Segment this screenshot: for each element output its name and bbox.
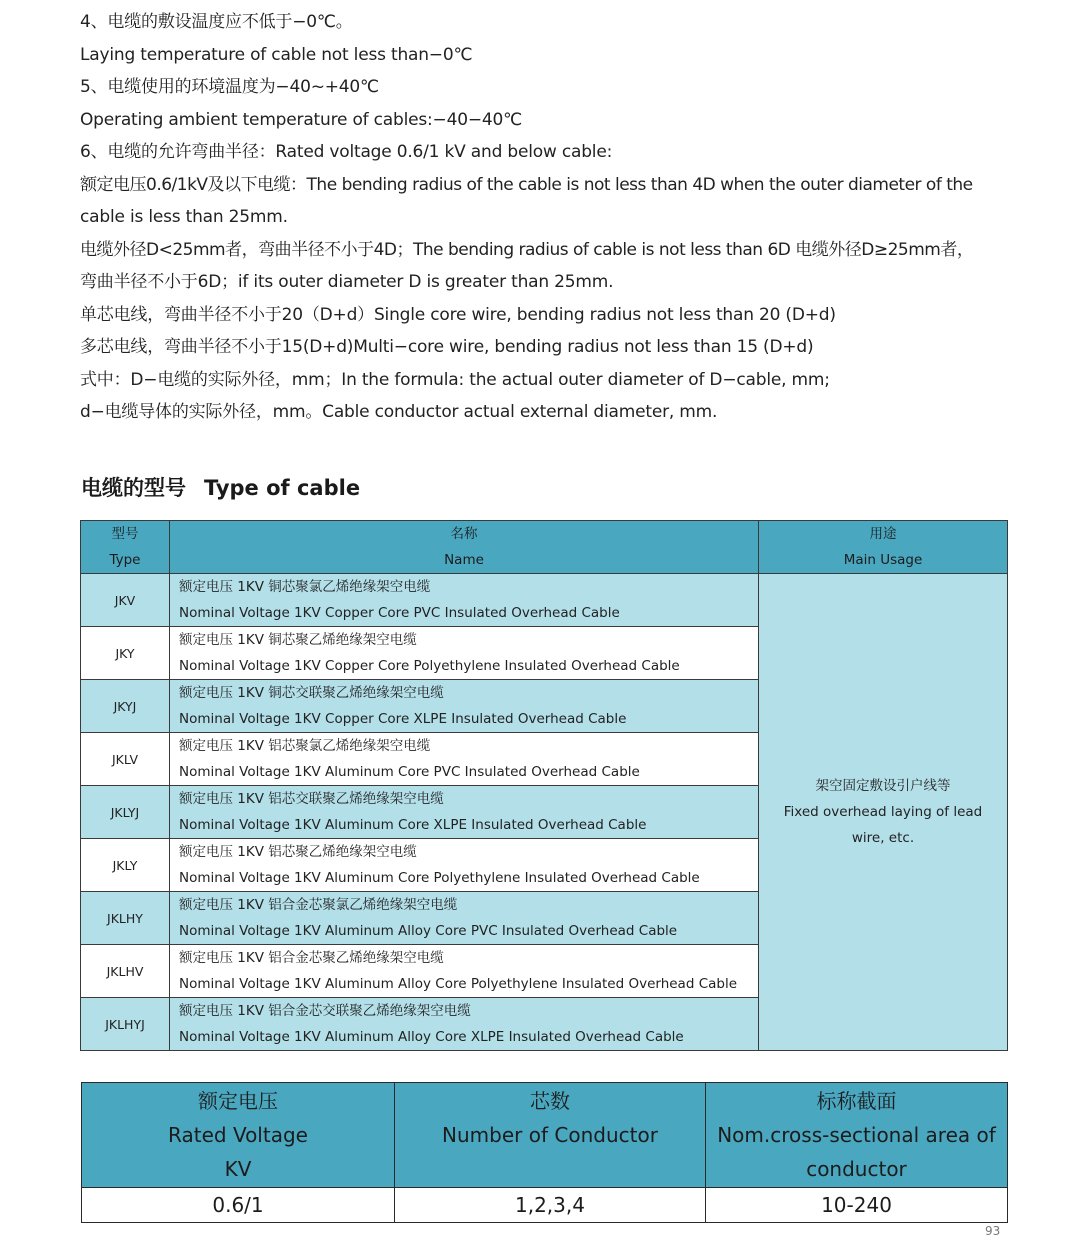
- paragraph: Laying temperature of cable not less than−0℃: [80, 44, 473, 65]
- paragraph: cable is less than 25mm.: [80, 207, 288, 227]
- cell-type: JKLYJ: [81, 786, 170, 839]
- section-title-cn: 电缆的型号: [81, 476, 186, 500]
- cell-type: JKLHYJ: [81, 998, 170, 1051]
- section-title: [81, 472, 360, 502]
- paragraph: 5、电缆使用的环境温度为−40~+40℃: [80, 77, 379, 97]
- spec-value-voltage: 0.6/1: [82, 1188, 395, 1223]
- spec-table: [81, 1082, 1008, 1223]
- cell-name: 额定电压 1KV 铝芯聚乙烯绝缘架空电缆 Nominal Voltage 1KV Aluminum Core Polyethylene Insulated Overhead Cable: [170, 839, 759, 892]
- spec-header-conductors: 芯数 Number of Conductor: [395, 1083, 706, 1188]
- cell-name: 额定电压 1KV 铝合金芯交联聚乙烯绝缘架空电缆 Nominal Voltage 1KV Aluminum Alloy Core XLPE Insulated Overhead Cable: [170, 998, 759, 1051]
- spec-header-row: [82, 1083, 1008, 1188]
- cell-type: JKLY: [81, 839, 170, 892]
- cell-type: JKV: [81, 574, 170, 627]
- paragraph: 电缆外径D<25mm者，弯曲半径不小于4D；The bending radius of cable is not less than 6D 电缆外径D≥25mm者，: [80, 239, 974, 260]
- paragraph: Operating ambient temperature of cables:−40−40℃: [80, 109, 523, 130]
- paragraph: 4、电缆的敷设温度应不低于−0℃。: [80, 12, 353, 32]
- cell-type: JKYJ: [81, 680, 170, 733]
- cell-usage: 架空固定敷设引户线等 Fixed overhead laying of lead wire, etc.: [759, 574, 1008, 1051]
- paragraph: 额定电压0.6/1kV及以下电缆：The bending radius of the cable is not less than 4D when the outer diameter of the: [80, 174, 973, 195]
- spec-value-conductors: 1,2,3,4: [395, 1188, 706, 1223]
- paragraph: 单芯电线，弯曲半径不小于20（D+d）Single core wire, bending radius not less than 20 (D+d): [80, 304, 836, 325]
- paragraph: d−电缆导体的实际外径，mm。Cable conductor actual external diameter, mm.: [80, 402, 718, 422]
- cell-type: JKLHY: [81, 892, 170, 945]
- header-usage: 用途 Main Usage: [759, 521, 1008, 574]
- cell-type: JKY: [81, 627, 170, 680]
- cable-type-table: [80, 520, 1008, 1051]
- cell-name: 额定电压 1KV 铜芯聚氯乙烯绝缘架空电缆 Nominal Voltage 1KV Copper Core PVC Insulated Overhead Cable: [170, 574, 759, 627]
- cell-name: 额定电压 1KV 铝芯交联聚乙烯绝缘架空电缆 Nominal Voltage 1KV Aluminum Core XLPE Insulated Overhead Cable: [170, 786, 759, 839]
- spec-value-area: 10-240: [706, 1188, 1008, 1223]
- cell-name: 额定电压 1KV 铜芯交联聚乙烯绝缘架空电缆 Nominal Voltage 1KV Copper Core XLPE Insulated Overhead Cable: [170, 680, 759, 733]
- spec-header-area: 标称截面 Nom.cross-sectional area of conductor: [706, 1083, 1008, 1188]
- paragraph: 多芯电线，弯曲半径不小于15(D+d)Multi−core wire, bending radius not less than 15 (D+d): [80, 337, 814, 357]
- paragraph: 式中：D−电缆的实际外径，mm；In the formula: the actual outer diameter of D−cable, mm;: [80, 369, 830, 390]
- spec-header-voltage: 额定电压 Rated Voltage KV: [82, 1083, 395, 1188]
- paragraph: 弯曲半径不小于6D；if its outer diameter D is greater than 25mm.: [80, 272, 614, 292]
- page-number: 93: [985, 1224, 1001, 1238]
- cell-type: JKLV: [81, 733, 170, 786]
- spec-value-row: [82, 1188, 1008, 1223]
- section-title-en: Type of cable: [204, 476, 361, 500]
- table-header-row: [81, 521, 1008, 574]
- cell-type: JKLHV: [81, 945, 170, 998]
- cell-name: 额定电压 1KV 铝芯聚氯乙烯绝缘架空电缆 Nominal Voltage 1KV Aluminum Core PVC Insulated Overhead Cable: [170, 733, 759, 786]
- table-row: [81, 574, 1008, 627]
- cell-name: 额定电压 1KV 铜芯聚乙烯绝缘架空电缆 Nominal Voltage 1KV Copper Core Polyethylene Insulated Overhead Cable: [170, 627, 759, 680]
- cell-name: 额定电压 1KV 铝合金芯聚乙烯绝缘架空电缆 Nominal Voltage 1KV Aluminum Alloy Core Polyethylene Insulated Overhead Cable: [170, 945, 759, 998]
- paragraph: 6、电缆的允许弯曲半径：Rated voltage 0.6/1 kV and below cable:: [80, 142, 613, 162]
- header-name: 名称 Name: [170, 521, 759, 574]
- text-block: [80, 6, 1040, 429]
- cell-name: 额定电压 1KV 铝合金芯聚氯乙烯绝缘架空电缆 Nominal Voltage 1KV Aluminum Alloy Core PVC Insulated Overhead Cable: [170, 892, 759, 945]
- header-type: 型号 Type: [81, 521, 170, 574]
